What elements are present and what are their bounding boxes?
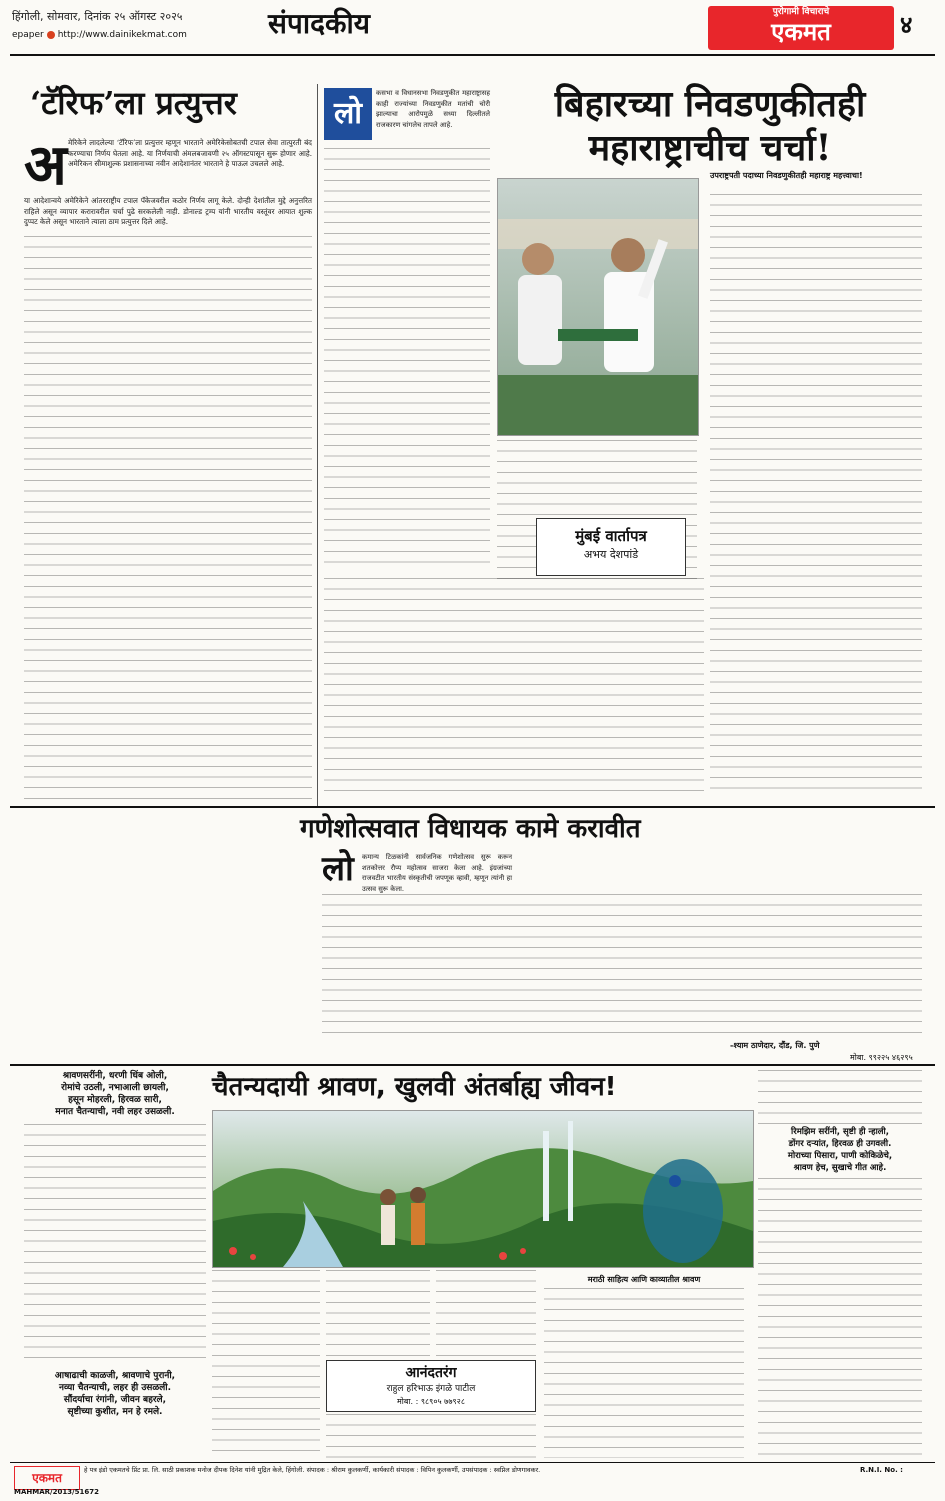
bihar-side-heading: उपराष्ट्रपती पदाच्या निवडणुकीतही महाराष्ट्र महत्त्वाचा! [710,171,863,180]
section-rule-2 [10,1064,935,1066]
footer-logo: एकमत [14,1466,80,1490]
section-rule [10,806,935,808]
dateline: हिंगोली, सोमवार, दिनांक २५ ऑगस्ट २०२५ [12,10,183,23]
poem-footer [24,1370,206,1418]
section-title: संपादकीय [268,7,370,40]
rally-photo [497,178,699,436]
editorial-body: या आदेशान्वये अमेरिकेने आंतरराष्ट्रीय टपाल पॅकेजवरील कठोर निर्णय लागू केले. दोन्ही देशांतील मुद्दे अनुत्तरित राहिले असून व्यापार करारावरील चर्चा पुढे सरकलेली नाही. डोनाल्ड ट्रम्प यांनी भारतीय वस्तूंवर आयात शुल्क दुप्पट केले असून भारताने त्याला ठाम प्रत्युत्तर दिले आहे. [24,196,312,227]
rni-number: R.N.I. No. : [860,1466,903,1474]
ganesh-mobile: मोबा. ९९२२५ ४६२९५ [850,1053,913,1062]
anandtarang-mobile: मोबा. : ९८९०५ ७७९२८ [397,1397,465,1406]
poem-left-line: रोमांचे उठली, नभाआली छायली, [61,1083,169,1093]
poem-right-line: डोंगर दऱ्यांत, हिरवळ ही उगवली. [788,1139,892,1149]
shravan-col3-text [326,1270,430,1356]
editorial-headline: ‘टॅरिफ’ला प्रत्युत्तर [30,84,237,122]
poem-footer-line: आषाढाची काळजी, श्रावणाचे पुरानी, [54,1371,176,1381]
globe-icon [47,31,55,39]
shravan-col34-lower [326,1414,536,1458]
monsoon-photo [212,1110,754,1268]
poem-left [24,1070,206,1118]
masthead [708,6,894,50]
poem-right-line: श्रावण हेच, सुखाचे गीत आहे. [793,1163,887,1173]
epaper-link[interactable] [12,30,187,40]
shravan-right-text [758,1178,922,1458]
poem-footer-line: सौंदर्याचा रंगांनी, जीवन बहरले, [63,1395,167,1405]
footer-rule [10,1462,935,1463]
shravan-col5-text [544,1288,744,1458]
shravan-headline: चैतन्यदायी श्रावण, खुलवी अंतर्बाह्य जीवन! [212,1072,617,1102]
footer-imprint: हे पत्र इंडो एकमतचे प्रिंट प्रा. लि. साठी प्रकाशक मनोज दीपक दिनेश यांनी मुद्रित केले, हिंगोली. संपादक : श्रीराम कुलकर्णी, कार्यकारी संपादक : विपिन कुलकर्णी, उपसंपादक : स्वप्निल डोणगावकर. [84,1466,541,1474]
website-url: http://www.dainikekmat.com [57,30,187,40]
bihar-dropcap: लो [324,88,372,140]
bihar-headline [500,82,920,170]
poem-right [758,1126,922,1174]
poem-footer-line: सृष्टीच्या कुशीत, मन हे रमले. [67,1407,163,1417]
column-divider [317,84,318,806]
bihar-side-text [710,194,922,798]
ganesh-dropcap: लो [322,849,354,889]
shravan-col4-text [436,1270,536,1356]
shravan-subhead: मराठी साहित्य आणि काव्यातील श्रावण [587,1275,701,1284]
bihar-lower-text [324,578,704,798]
masthead-tagline: पुरोगामी विचाराचे [772,7,830,17]
poem-left-line: मनात चैतन्याची, नवी लहर उसळली. [55,1107,175,1117]
shravan-col1-text [24,1124,206,1364]
column-title: मुंबई वार्तापत्र [575,527,647,545]
registration-code: MAHMAR/2013/51672 [14,1488,99,1496]
epaper-label: epaper [12,30,44,40]
poem-right-line: मोराच्या पिसारा, पाणी कोकिळेचे, [787,1151,893,1161]
column-box [536,518,686,576]
shravan-right-top [758,1070,922,1124]
bihar-col1-text [324,148,490,568]
editorial-dropcap: अ [24,133,67,198]
header-rule [10,54,935,56]
shravan-col2-text [212,1270,320,1458]
anandtarang-title: आनंदतरंग [405,1365,457,1381]
poem-footer-line: नव्या चैतन्याची, लहर ही उसळली. [58,1383,172,1393]
column-author: अभय देशपांडे [583,548,639,561]
poem-left-line: श्रावणसरींनी, धरणी धिंब ओली, [62,1071,168,1081]
poem-right-line: रिमझिम सरींनी, सृष्टी ही न्हाली, [791,1127,889,1137]
editorial-text-block [24,236,312,800]
bihar-lead: कसभा व विधानसभा निवडणुकीत महाराष्ट्रासह काही राज्यांच्या निवडणुकीत मतांची चोरी झाल्याचा आरोपमुळे सध्या दिल्लीतले राजकारण चांगलेच तापले आहे. [376,89,490,129]
poem-left-line: हसून मोहरली, हिरवळ सारी, [68,1095,162,1105]
editorial-intro: मेरिकेने लादलेल्या ‘टॅरिफ’ला प्रत्युत्तर म्हणून भारताने अमेरिकेसोबतची टपाल सेवा तात्पुरती बंद करण्याचा निर्णय घेतला आहे. या निर्णयाची अंमलबजावणी २५ ऑगस्टपासून सुरू होणार आहे. अमेरिकन सीमाशुल्क प्रशासनाच्या नवीन आदेशानंतर भारताने हे पाऊल उचलले आहे. [68,138,312,169]
ganesh-headline: गणेशोत्सवात विधायक कामे करावीत [300,814,641,844]
masthead-brand: एकमत [771,17,831,46]
bihar-headline-line1: बिहारच्या निवडणुकीतही [554,83,866,125]
anandtarang-box [326,1360,536,1412]
page-number: ४ [900,11,913,39]
ganesh-lead: कमान्य टिळकांनी सार्वजनिक गणेशोत्सव सुरू करून शतकोत्तर रौप्य महोत्सव साजरा केला आहे. इंग्रजांच्या राजवटीत भारतीय संस्कृतीची जपणूक व्हावी, म्हणून त्यांनी हा उत्सव सुरू केला. [362,853,512,893]
ganesh-text [322,894,922,1036]
anandtarang-author: राहुल हरिभाऊ इंगळे पाटील [386,1384,476,1394]
ganesh-signoff: -श्याम ठाणेदार, दौंड, जि. पुणे [730,1041,820,1050]
bihar-headline-line2: महाराष्ट्राचीच चर्चा! [588,127,832,169]
